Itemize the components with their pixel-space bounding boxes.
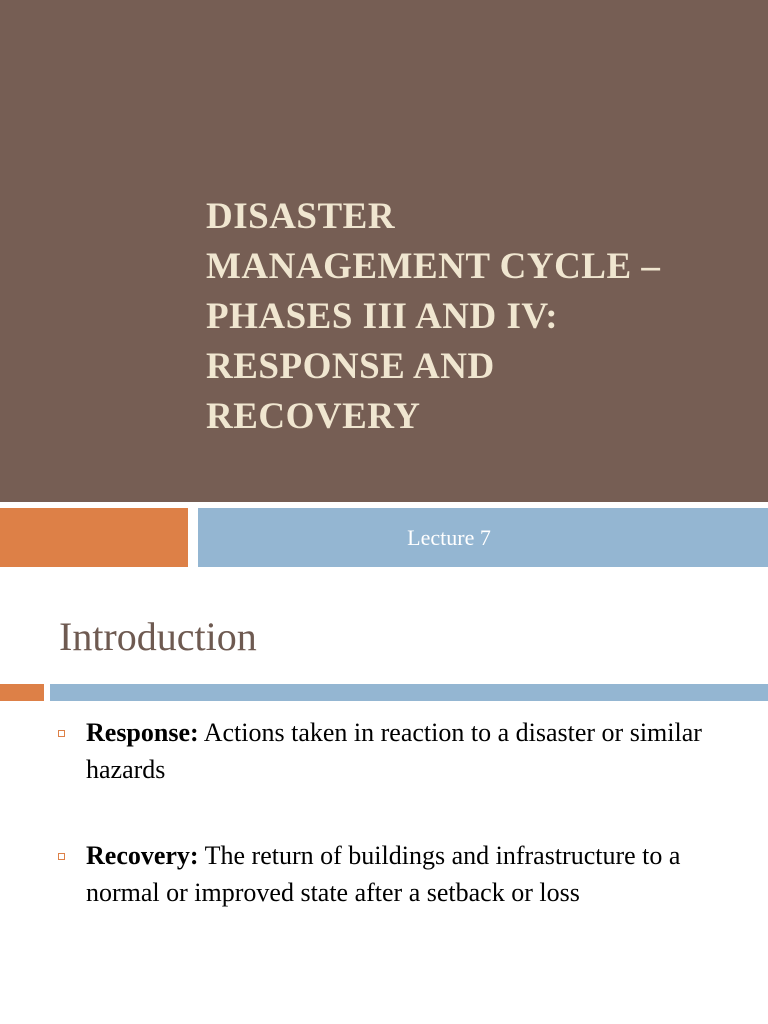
bullet-term: Response: (86, 718, 199, 747)
slide-subtitle: Lecture 7 (407, 525, 491, 550)
section-heading: Introduction (59, 614, 257, 659)
heading-rule-orange (0, 684, 44, 701)
bullet-term: Recovery: (86, 841, 199, 870)
slide-title (206, 192, 746, 442)
slide-title-line: DISASTER (206, 196, 396, 237)
title-slide-background (0, 0, 768, 502)
bullet-text: The return of buildings and infrastructure to a normal or improved state after a setback or loss (86, 841, 681, 907)
slide-title-line: PHASES III AND IV: (206, 296, 559, 337)
hollow-square-icon (58, 730, 65, 737)
slide-title-line: RESPONSE AND (206, 346, 495, 387)
bullet-text: Actions taken in reaction to a disaster or similar hazards (86, 718, 702, 784)
list-item (0, 714, 768, 788)
slide-title-line: RECOVERY (206, 396, 421, 437)
bullet-list (0, 714, 768, 911)
subtitle-band-orange (0, 508, 188, 567)
heading-rule-blue (50, 684, 768, 701)
list-item (0, 837, 768, 911)
hollow-square-icon (58, 853, 65, 860)
slide-title-line: MANAGEMENT CYCLE – (206, 246, 661, 287)
